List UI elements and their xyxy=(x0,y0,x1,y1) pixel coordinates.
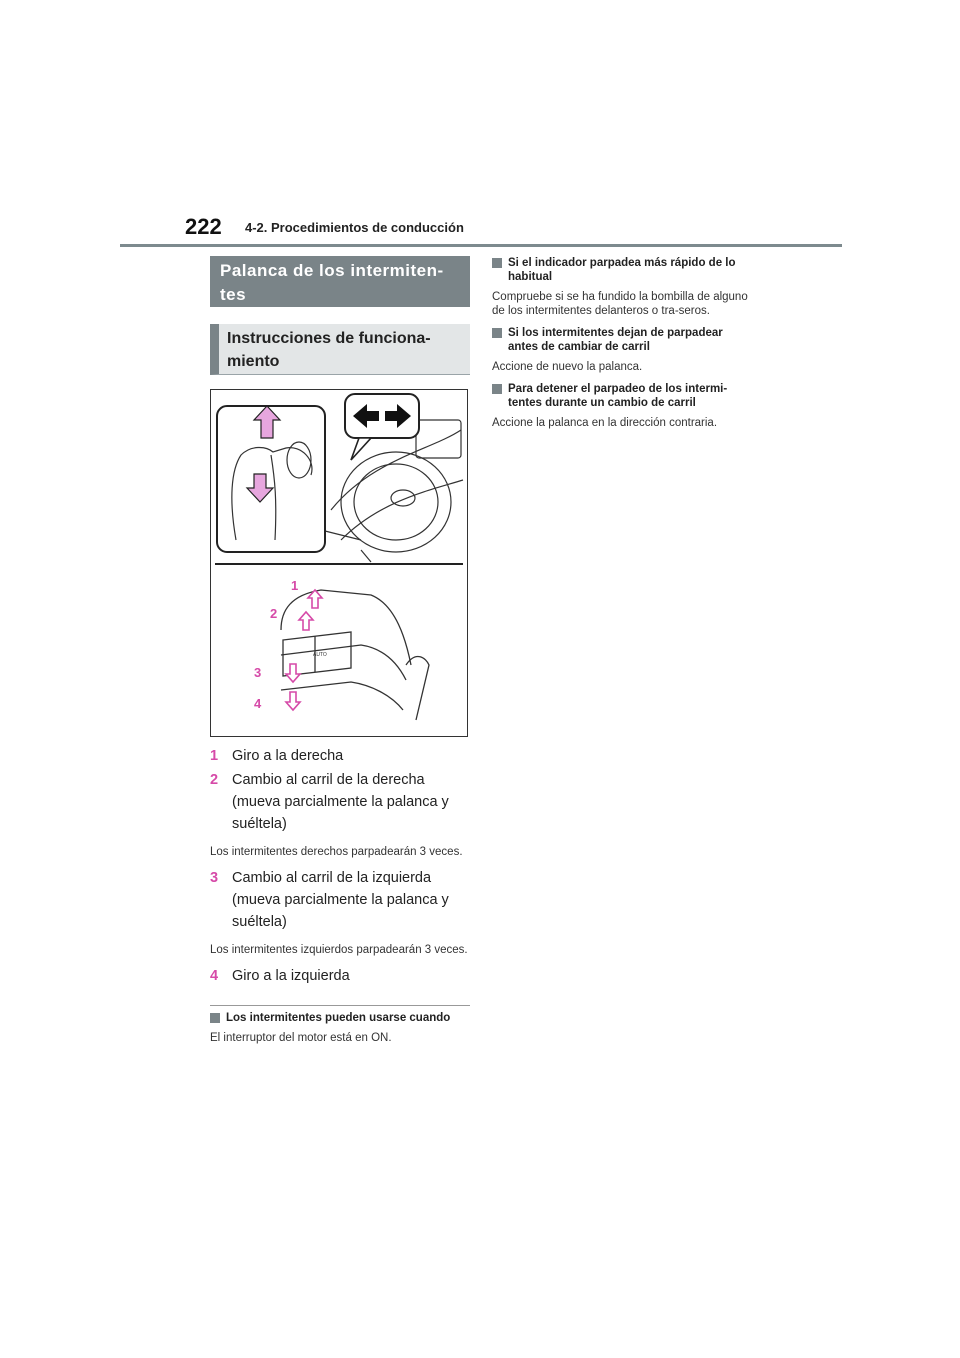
left-column xyxy=(210,256,470,1053)
step-text: Giro a la derecha xyxy=(232,748,344,764)
section-title: 4-2. Procedimientos de conducción xyxy=(245,220,464,235)
square-bullet-icon xyxy=(492,258,502,268)
step-number: 1 xyxy=(210,748,219,764)
square-bullet-icon xyxy=(492,328,502,338)
callout-2: 2 xyxy=(270,606,278,621)
step-item xyxy=(210,965,470,987)
step-note: Los intermitentes izquierdos parpadearán 3 veces. xyxy=(210,944,468,956)
info-heading xyxy=(492,256,754,284)
info-heading xyxy=(492,326,754,354)
turn-signal-illustration xyxy=(210,389,468,737)
info-body: Accione de nuevo la palanca. xyxy=(492,361,643,373)
arrow-down-icon xyxy=(286,692,300,710)
step-number: 3 xyxy=(210,870,219,886)
info-heading-text: Si el indicador parpadea más rápido de lo habitual xyxy=(508,257,736,283)
info-heading-text: Si los intermitentes dejan de parpadear antes de cambiar de carril xyxy=(508,327,723,353)
step-number: 4 xyxy=(210,968,219,984)
step-item xyxy=(210,867,470,933)
arrow-up-icon xyxy=(299,612,313,630)
callout-1: 1 xyxy=(291,578,299,593)
dashboard-drawing xyxy=(321,420,463,562)
square-bullet-icon xyxy=(210,1013,220,1023)
info-heading-text: Los intermitentes pueden usarse cuando xyxy=(226,1012,451,1024)
header-divider xyxy=(120,244,842,247)
page-number: 222 xyxy=(185,214,222,239)
step-list xyxy=(210,745,470,987)
info-body: Compruebe si se ha fundido la bombilla de alguno de los intermitentes delanteros o tra-seros. xyxy=(492,291,748,317)
step-text: Cambio al carril de la izquierda (mueva parcialmente la palanca y suéltela) xyxy=(232,870,449,930)
section-divider xyxy=(210,1005,470,1006)
sub-heading: Instrucciones de funciona-miento xyxy=(210,324,470,375)
arrow-down-icon xyxy=(286,664,300,682)
right-column xyxy=(492,256,754,438)
step-item xyxy=(210,745,470,767)
info-heading xyxy=(210,1011,470,1025)
switch-auto-label: AUTO xyxy=(313,652,327,658)
square-bullet-icon xyxy=(492,384,502,394)
step-text: Giro a la izquierda xyxy=(232,968,350,984)
info-heading-text: Para detener el parpadeo de los intermi-tentes durante un cambio de carril xyxy=(508,383,728,409)
step-number: 2 xyxy=(210,772,219,788)
callout-3: 3 xyxy=(254,665,262,680)
step-item xyxy=(210,769,470,835)
info-heading xyxy=(492,382,754,410)
main-heading: Palanca de los intermiten-tes xyxy=(210,256,470,307)
info-body: El interruptor del motor está en ON. xyxy=(210,1032,392,1044)
callout-4: 4 xyxy=(254,696,262,711)
step-text: Cambio al carril de la derecha (mueva parcialmente la palanca y suéltela) xyxy=(232,772,449,832)
info-body: Accione la palanca en la dirección contraria. xyxy=(492,417,718,429)
step-note: Los intermitentes derechos parpadearán 3 veces. xyxy=(210,846,463,858)
